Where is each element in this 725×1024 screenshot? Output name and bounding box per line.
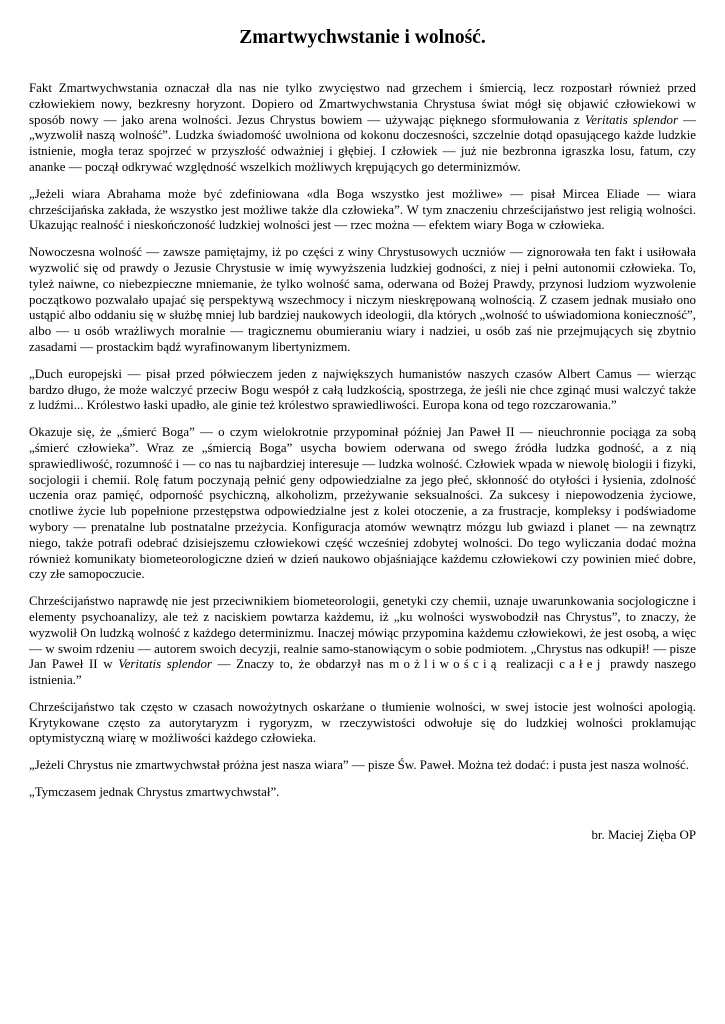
paragraph-4: „Duch europejski — pisał przed półwieczem jeden z największych humanistów naszych czasów Albert Camus — wierząc bardzo długo, że może walczyć przeciw Bogu wespół z całą ludzkością, spostrzega, że jeśli nie chce zginąć musi walczyć także z ludźmi... Królestwo łaski upadło, ale ginie też królestwo sprawiedliwości. Europa kona od tego rozczarowania.” xyxy=(29,366,696,413)
page-title: Zmartwychwstanie i wolność. xyxy=(239,27,486,48)
paragraph-6-text-c: realizacji xyxy=(500,657,560,672)
paragraph-2: „Jeżeli wiara Abrahama może być zdefiniowana «dla Boga wszystko jest możliwe» — pisał Mircea Eliade — wiara chrześcijańska zakłada, że wszystko jest możliwe także dla człowieka”. W tym znaczeniu chrześcijaństwo jest religią wolności. Ukazując realność i nieskończoność ludzkiej wolności jest — rzec można — efektem wiary Boga w człowieka. xyxy=(29,186,696,233)
paragraph-6-text-d: prawdy naszego istnienia.” xyxy=(29,657,696,688)
paragraph-6-spaced-1: możliwością xyxy=(389,657,501,672)
paragraph-6-text-b: — Znaczy to, że obdarzył nas xyxy=(211,657,390,672)
article-body xyxy=(29,81,696,801)
paragraph-6 xyxy=(29,594,696,689)
paragraph-5: Okazuje się, że „śmierć Boga” — o czym wielokrotnie przypominał później Jan Paweł II — nieuchronnie pociąga za sobą „śmierć człowieka”. Wraz ze „śmiercią Boga” usycha bowiem oderwana od swego źródła ludzka godność, a z nią sprawiedliwość, rozumność i — co nas tu najbardziej interesuje — ludzka wolność. Człowiek wpada w niewolę biologii i fizyki, socjologii i chemii. Rolę fatum poczynają pełnić geny odpowiedzialne za jego płeć, skłonność do otyłości i łysienia, zdolność uczenia oraz pamięć, odporność psychiczną, alkoholizm, przeżywanie seksualności. Za sukcesy i niepowodzenia życiowe, cnotliwe życie lub popełnione przestępstwa odpowiedzialne jest z kolei otoczenie, a za frustracje, kompleksy i podświadome wybory — prenatalne lub postnatalne przeżycia. Konfiguracja atomów wewnątrz mózgu lub gwiazd i planet — na zewnątrz niego, także potrafi odebrać dzisiejszemu człowiekowi część wcześniej zdobytej wolności. Do tego wyliczania dodać można również komunikaty biometeorologiczne dzień w dzień naukowo objaśniające każdemu człowiekowi czy powinien mieć dobre, czy złe samopoczucie. xyxy=(29,425,696,582)
paragraph-6-text-a: Chrześcijaństwo naprawdę nie jest przeciwnikiem biometeorologii, genetyki czy chemii, uznaje uwarunkowania socjologiczne i elementy psychoanalizy, ale też z naciskiem powtarza każdemu, iż „ku wolności wyswobodził nas Chrystus”, to znaczy, że wyzwolił On ludzką wolność z każdego determinizmu. Inaczej mówiąc przypomina każdemu człowiekowi, że jest osobą, a więc — w swoim rdzeniu — autorem swoich decyzji, realnie samo-stanowiącym o sobie podmiotem. „Chrystus nas odkupił! — pisze Jan Paweł II w xyxy=(29,594,696,672)
paragraph-3: Nowoczesna wolność — zawsze pamiętajmy, iż po części z winy Chrystusowych uczniów — zignorowała ten fakt i usiłowała wyzwolić się od prawdy o Jezusie Chrystusie w imię wywyższenia ludzkiej godności, z niej i pełni autonomii człowieka. To, tyleż naiwne, co niebezpieczne mniemanie, że tylko wolność sama, oderwana od Bożej Prawdy, przynosi ludziom wyzwolenie początkowo pozwalało upajać się perspektywą wszechmocy i niczym nieskrępowaną wolnością. Z czasem jednak musiało ono ustąpić albo oddaniu się w służbę mniej lub bardziej naukowych ideologii, dla których „wolność to uświadomiona konieczność”, albo — u osób wrażliwych moralnie — tragicznemu obumieraniu wiary i nadziei, u osób zaś nie przejmujących się zbytnio zasadami — prostackim bądź wyrafinowanym libertynizmem. xyxy=(29,245,696,354)
paragraph-6-spaced-2: całej xyxy=(559,657,605,672)
paragraph-1-text-a: Fakt Zmartwychwstania oznaczał dla nas nie tylko zwycięstwo nad grzechem i śmiercią, lecz rozpostarł również przed człowiekiem nowy, bezkresny horyzont. Dopiero od Zmartwychwstania Chrystusa świat mógł się objawić człowiekowi w sposób nowy — jako arena wolności. Jezus Chrystus bowiem — używając pięknego sformułowania z xyxy=(29,81,696,127)
author-signature: br. Maciej Zięba OP xyxy=(591,828,696,842)
paragraph-9: „Tymczasem jednak Chrystus zmartwychwstał”. xyxy=(29,785,280,800)
paragraph-1 xyxy=(29,81,696,176)
paragraph-7: Chrześcijaństwo tak często w czasach nowożytnych oskarżane o tłumienie wolności, w swej istocie jest wolności apologią. Krytykowane często za autorytaryzm i rygoryzm, w rzeczywistości odwołuje się do ludzkiej wolności proklamując optymistyczną wiarę w możliwości każdego człowieka. xyxy=(29,699,696,746)
paragraph-6-italic: Veritatis splendor xyxy=(118,657,212,672)
paragraph-8: „Jeżeli Chrystus nie zmartwychwstał próżna jest nasza wiara” — pisze Św. Paweł. Można też dodać: i pusta jest nasza wolność. xyxy=(29,758,689,773)
paragraph-1-text-b: — „wyzwolił naszą wolność”. Ludzka świadomość uwolniona od kokonu doczesności, szczelnie dotąd opasującego każde ludzkie istnienie, mogła teraz spojrzeć w przyszłość odważniej i głębiej. I człowiek — już nie bezbronna igraszka losu, fatum, czy ananke — począł odkrywać względność wszelkich możliwych krępujących go determinizmów. xyxy=(29,112,697,174)
paragraph-1-italic: Veritatis splendor xyxy=(584,112,679,127)
